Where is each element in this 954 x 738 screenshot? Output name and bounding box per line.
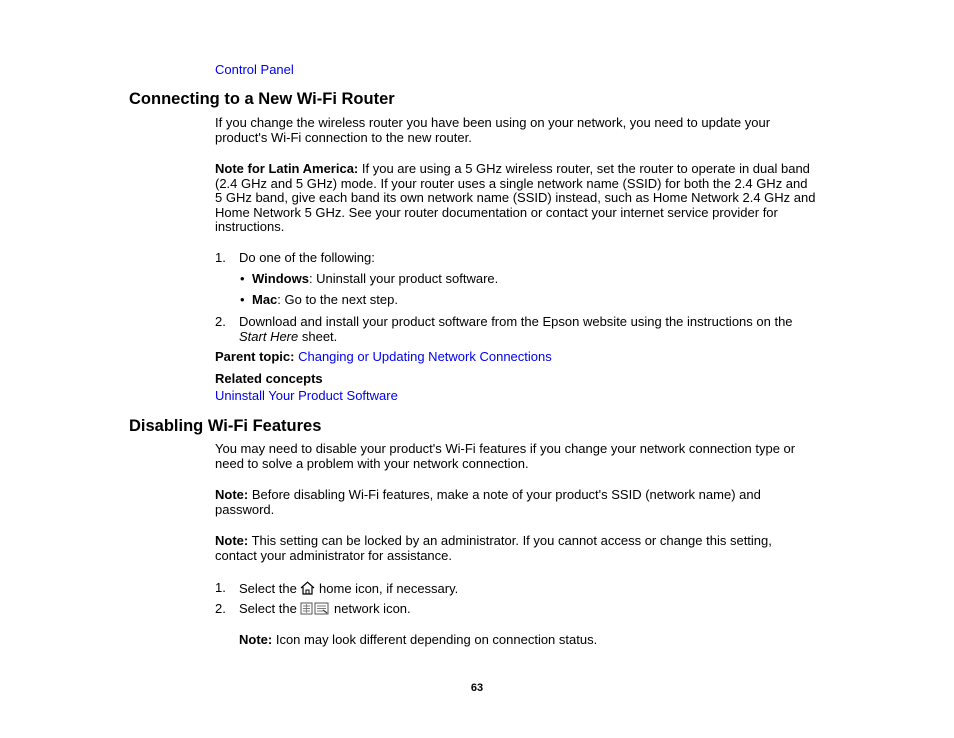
- step-text: [239, 315, 793, 344]
- bullet-mac: [252, 293, 398, 308]
- note-label: Note for Latin America:: [215, 161, 359, 176]
- page-number: 63: [470, 682, 484, 694]
- section-heading-disable-wifi: Disabling Wi-Fi Features: [129, 417, 322, 435]
- note-text: Home Network 5 GHz. See your router documentation or contact your internet service provider for: [215, 204, 778, 220]
- note-text: 5 GHz band, give each band its own network name (SSID) instead, such as Home Network 2.4 GHz and: [215, 190, 816, 205]
- note-text: This setting can be locked by an administrator. If you cannot access or change this setting,: [248, 533, 772, 548]
- bullet-label: Mac: [252, 292, 278, 307]
- control-panel-link[interactable]: Control Panel: [215, 62, 294, 77]
- bullet-text: : Uninstall your product software.: [308, 271, 499, 286]
- network-icon: [300, 602, 330, 619]
- note-label: Note:: [215, 533, 249, 548]
- step-number: 1.: [215, 580, 226, 595]
- parent-topic: [215, 350, 552, 365]
- step-text: [239, 602, 411, 619]
- note-text: contact your administrator for assistance.: [215, 547, 452, 563]
- home-icon: [300, 581, 315, 599]
- parent-topic-label: Parent topic:: [215, 349, 295, 364]
- note-text: (2.4 GHz and 5 GHz) mode. If your router uses a single network name (SSID) for both the 2.4 GHz and: [215, 175, 808, 191]
- router-intro-line: If you change the wireless router you have been using on your network, you need to update your: [215, 115, 771, 130]
- note-text: If you are using a 5 GHz wireless router, set the router to operate in dual band: [358, 161, 810, 176]
- step-number: 2.: [215, 601, 226, 616]
- related-concepts-label: Related concepts: [215, 371, 323, 386]
- admin-lock-note: [215, 534, 772, 563]
- parent-topic-link[interactable]: Changing or Updating Network Connections: [298, 349, 552, 364]
- section-heading-new-router: Connecting to a New Wi-Fi Router: [129, 90, 395, 108]
- note-label: Note:: [239, 632, 273, 647]
- ssid-note: [215, 488, 761, 517]
- note-text: instructions.: [215, 219, 285, 234]
- bullet-text: : Go to the next step.: [277, 292, 398, 307]
- bullet-windows: [252, 272, 498, 287]
- disable-intro: [215, 442, 795, 471]
- bullet-label: Windows: [252, 271, 309, 286]
- note-label: Note:: [215, 487, 249, 502]
- step-text-head: Select the: [239, 601, 301, 616]
- note-text: Icon may look different depending on connection status.: [272, 632, 598, 647]
- start-here-title: Start Here: [239, 328, 299, 344]
- note-text: Before disabling Wi-Fi features, make a note of your product's SSID (network name) and: [248, 487, 761, 502]
- router-intro-line: product's Wi-Fi connection to the new router.: [215, 129, 472, 145]
- step-text-tail: home icon, if necessary.: [315, 581, 459, 596]
- disable-intro-line: You may need to disable your product's Wi-Fi features if you change your network connection type or: [215, 441, 796, 456]
- step-text-line: Download and install your product software from the Epson website using the instructions on the: [239, 314, 793, 329]
- icon-status-note: [239, 633, 597, 648]
- step-number: 2.: [215, 314, 226, 329]
- step-text: Do one of the following:: [239, 250, 375, 265]
- step-text-tail: sheet.: [298, 328, 338, 344]
- latin-america-note: [215, 162, 815, 235]
- bullet-marker: •: [240, 271, 245, 286]
- uninstall-software-link[interactable]: Uninstall Your Product Software: [215, 388, 398, 403]
- disable-intro-line: need to solve a problem with your network connection.: [215, 455, 529, 471]
- bullet-marker: •: [240, 292, 245, 307]
- note-text: password.: [215, 501, 275, 517]
- router-intro: [215, 116, 770, 145]
- step-number: 1.: [215, 250, 226, 265]
- step-text-head: Select the: [239, 581, 301, 596]
- step-text: [239, 581, 458, 599]
- step-text-tail: network icon.: [330, 601, 411, 616]
